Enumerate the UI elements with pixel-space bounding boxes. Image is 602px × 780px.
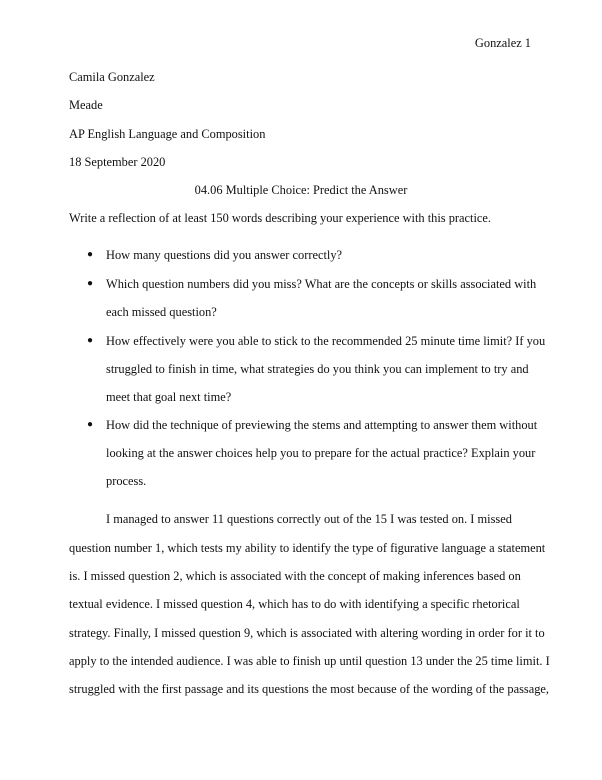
date: 18 September 2020	[69, 155, 166, 169]
body-line: is. I missed question 2, which is associated with the concept of making inferences based on	[69, 569, 521, 583]
bullet-3-line-2: struggled to finish in time, what strategies do you think you can implement to try and	[106, 362, 529, 376]
bullet-3-line-1: How effectively were you able to stick to the recommended 25 minute time limit? If you	[106, 334, 546, 348]
document-title: 04.06 Multiple Choice: Predict the Answer	[194, 183, 408, 197]
bullet-marker: ●	[87, 419, 94, 430]
bullet-4-line-2: looking at the answer choices help you to prepare for the actual practice? Explain your	[106, 446, 536, 460]
bullet-4-line-1: How did the technique of previewing the stems and attempting to answer them without	[106, 418, 538, 432]
body-line: textual evidence. I missed question 4, which has to do with identifying a specific rhetorical	[69, 597, 520, 611]
body-line: strategy. Finally, I missed question 9, which is associated with altering wording in order for it to	[69, 626, 545, 640]
body-line: I managed to answer 11 questions correctly out of the 15 I was tested on. I missed	[106, 512, 512, 526]
course-name: AP English Language and Composition	[69, 127, 266, 141]
prompt-text: Write a reflection of at least 150 words describing your experience with this practice.	[69, 211, 492, 225]
bullet-marker: ●	[87, 335, 94, 346]
running-head: Gonzalez 1	[474, 36, 531, 50]
bullet-marker: ●	[87, 278, 94, 289]
body-line: struggled with the first passage and its questions the most because of the wording of the passage,	[69, 682, 550, 696]
student-name: Camila Gonzalez	[69, 70, 155, 84]
bullet-2-line-1: Which question numbers did you miss? What are the concepts or skills associated with	[106, 277, 537, 291]
teacher-name: Meade	[69, 98, 103, 112]
body-line: apply to the intended audience. I was able to finish up until question 13 under the 25 time limit. I	[69, 654, 550, 668]
bullet-marker: ●	[87, 249, 94, 260]
bullet-4-line-3: process.	[106, 474, 147, 488]
bullet-1-line-1: How many questions did you answer correctly?	[106, 248, 343, 262]
bullet-3-line-3: meet that goal next time?	[106, 390, 232, 404]
bullet-2-line-2: each missed question?	[106, 305, 217, 319]
body-line: question number 1, which tests my ability to identify the type of figurative language a statement	[69, 541, 546, 555]
